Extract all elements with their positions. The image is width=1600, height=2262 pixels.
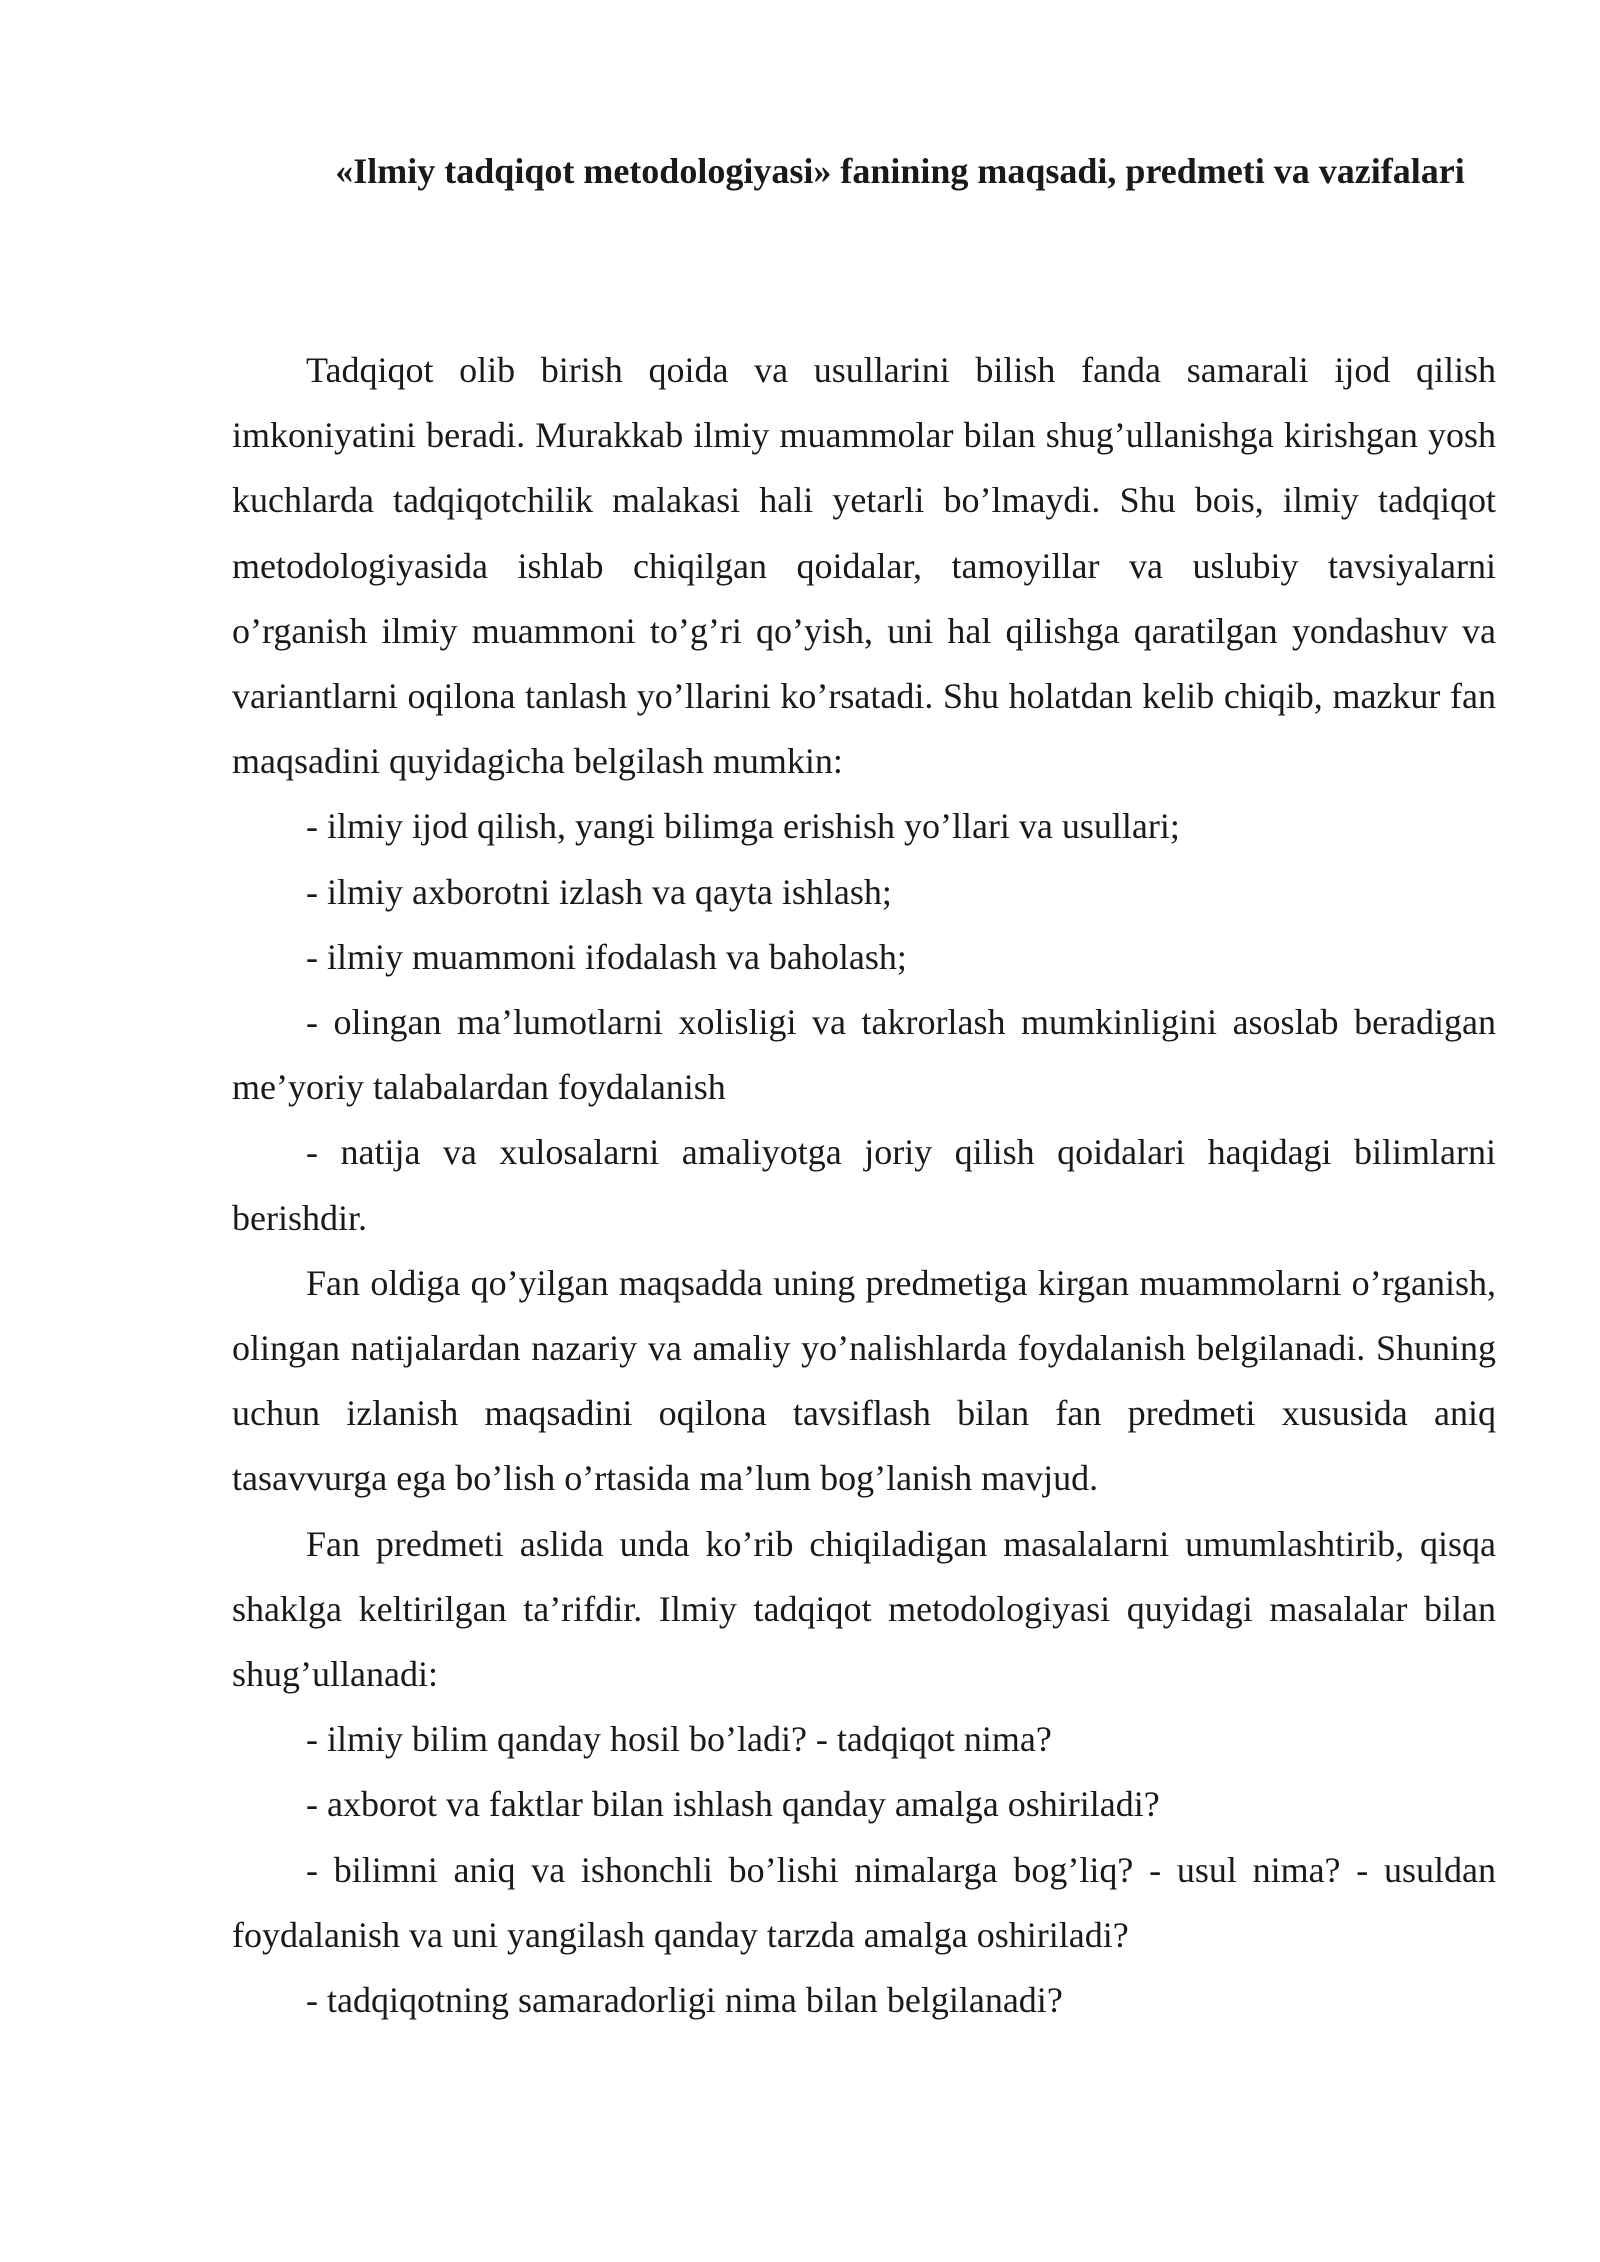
list-item-question-1: - ilmiy bilim qanday hosil bo’ladi? - tadqiqot nima? xyxy=(306,1719,1052,1760)
list-item-goal-1: - ilmiy ijod qilish, yangi bilimga erishish yo’llari va usullari; xyxy=(306,806,1180,847)
list-item-question-3: - bilimni aniq va ishonchli bo’lishi nimalarga bog’liq? - usul nima? - usuldan foydalanish va uni yangilash qanday tarzda amalga oshiriladi? xyxy=(232,1849,1496,1955)
list-item-goal-4: - olingan ma’lumotlarni xolisligi va takrorlash mumkinligini asoslab beradigan me’yoriy talabalardan foydalanish xyxy=(232,1002,1496,1108)
list-item-goal-5: - natija va xulosalarni amaliyotga joriy qilish qoidalari haqidagi bilimlarni berishdir. xyxy=(232,1132,1496,1238)
page-title: «Ilmiy tadqiqot metodologiyasi» fanining maqsadi, predmeti va vazifalari xyxy=(335,151,1465,191)
paragraph-subject: Fan oldiga qo’yilgan maqsadda uning predmetiga kirgan muammolarni o’rganish, olingan natijalardan nazariy va amaliy yo’nalishlarda foydalanish belgilanadi. Shuning uchun izlanish maqsadini oqilona tavsiflash bilan fan predmeti xususida aniq tasavvurga ega bo’lish o’rtasida ma’lum bog’lanish mavjud. xyxy=(232,1262,1496,1499)
document-body xyxy=(232,338,1496,2033)
paragraph-definition: Fan predmeti aslida unda ko’rib chiqiladigan masalalarni umumlashtirib, qisqa shaklga keltirilgan ta’rifdir. Ilmiy tadqiqot metodologiyasi quyidagi masalalar bilan shug’ullanadi: xyxy=(232,1523,1496,1695)
paragraph-intro: Tadqiqot olib birish qoida va usullarini bilish fanda samarali ijod qilish imkoniyatini beradi. Murakkab ilmiy muammolar bilan shug’ullanishga kirishgan yosh kuchlarda tadqiqotchilik malakasi hali yetarli bo’lmaydi. Shu bois, ilmiy tadqiqot metodologiyasida ishlab chiqilgan qoidalar, tamoyillar va uslubiy tavsiyalarni o’rganish ilmiy muammoni to’g’ri qo’yish, uni hal qilishga qaratilgan yondashuv va variantlarni oqilona tanlash yo’llarini ko’rsatadi. Shu holatdan kelib chiqib, mazkur fan maqsadini quyidagicha belgilash mumkin: xyxy=(232,350,1496,782)
list-item-goal-3: - ilmiy muammoni ifodalash va baholash; xyxy=(306,936,907,977)
list-item-goal-2: - ilmiy axborotni izlash va qayta ishlash; xyxy=(306,871,892,912)
list-item-question-2: - axborot va faktlar bilan ishlash qanday amalga oshiriladi? xyxy=(306,1784,1160,1825)
list-item-question-4: - tadqiqotning samaradorligi nima bilan belgilanadi? xyxy=(306,1980,1063,2021)
